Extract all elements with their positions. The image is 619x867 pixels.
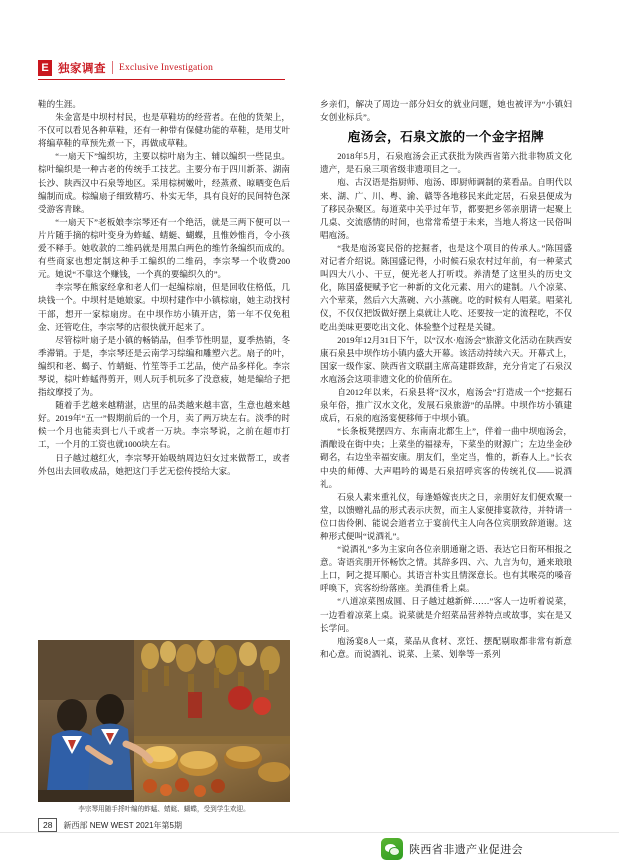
publication-name: 新西部 NEW WEST 2021年第5期	[63, 820, 183, 830]
paragraph: 自2012年以来，石泉县将“汉水，庖汤会”打造成一个“挖掘石泉年俗，推广汉水文化，发展石泉旅游”的品牌。中坝作坊小镇建成后，石泉的庖汤宴便移师于中坝小镇。	[320, 386, 572, 424]
page-number: 28	[38, 818, 57, 832]
masthead-title-en: Exclusive Investigation	[119, 62, 214, 73]
paragraph: 2018年5月，石泉庖汤会正式获批为陕西省第六批非物质文化遗产，是石泉三项省级非遗项目之一。	[320, 151, 572, 175]
page-footer	[38, 818, 290, 832]
section-heading: 庖汤会，石泉文旅的一个金字招牌	[347, 130, 545, 145]
wechat-icon	[381, 838, 403, 860]
paragraph: 尽管棕叶扇子是小镇的畅销品，但季节性明显，夏季热销，冬季滞销。于是，李宗琴还是云南学习综编和雕塑六艺。扇子的叶，编织和老、蝎子、竹蜻蜓、竹笙等手工艺品，使产品多样化。李宗琴说，棕叶蚱蜢得剪开，则人玩手机玩多了没意疲，她是编给子把指纹摩授了为。	[38, 334, 290, 398]
paragraph: 庖、古汉语是指厨师、庖汤、即厨师调制的菜看品。自明代以来、湖、广、川、粤、渝、赣等各地移民来此定居，石泉县便成为了移民杂聚区。每道菜中关乎过年节，都要把乡邻亲朋请一起聚上几桌、交流感情的时间，也常常希望于未来，当地人将这一民俗叫唱庖汤。	[320, 177, 572, 240]
left-text-column	[38, 98, 290, 478]
paragraph: “一扇天下”编织坊，主要以棕叶扇为主、辅以编织一些昆虫。棕叶编织是一种古老的传统手工技艺。主要分布于四川新茶、湖南长沙、陕西汉中石泉等地区。采用棕树嫩叶，经蒸煮、晾晒变色后编制而成。棕编扇子细致精巧、朴实无华，具有良好的民间特色深受游客青睐。	[38, 151, 290, 214]
wechat-account-name: 陕西省非遗产业促进会	[409, 844, 523, 856]
bottom-bar	[0, 832, 619, 867]
masthead-logo-mark: E	[38, 60, 52, 76]
photo-block	[38, 640, 290, 814]
paragraph: 庖汤宴8人一桌，菜品从食材、烹饪、摆配剔取都非常有新意和心意。而说酒礼、说菜、上菜、划拳等一系列	[320, 635, 572, 659]
right-text-column	[320, 98, 572, 661]
paragraph: “我是庖汤宴民俗的挖掘者，也是这个项目的传承人。”陈国盛对记者介绍说。陈国盛记得，小时候石泉农村过年前，有一种菜式叫四大八小、干豆，便光老人打听哎。养清楚了这里头的历史文化，陈国盛便赋予它一种新的文化元素、用六的建制。八个凉菜、六个荤菜，然后六大蒸碗、六小蒸碗。吃的时候有人唱菜。唱菜礼仪，不仅仅把饭做好摆上桌就让人吃、还要按一定的流程吃，不仅吃出美味更要吃出文化、体验整个过程是关键。	[320, 242, 572, 332]
paragraph: 李宗琴在熊家经拿和老人们一起编棕扇，但是回收住格低，几块钱一个。中坝村是她娘家。中坝村建作中小镇棕扇，她主动找村干部，想开一家棕扇房。在中坝作坊小镇开店，第一年不仅免租金、还管吃住，李宗琴的店很快就开起来了。	[38, 282, 290, 332]
masthead-divider	[112, 61, 113, 74]
paragraph: 乡亲们，解决了周边一部分妇女的就业问题，她也被评为“小镇妇女创业标兵”。	[320, 99, 572, 123]
article-photo	[38, 640, 290, 802]
paragraph: “一扇天下”老板娘李宗琴还有一个绝活，就是三两下便可以一片片随手摘的棕叶变身为蚱蜢、蜻蜓、蝴蝶，且惟妙惟肖，令小孩爱不释手。她收款的二维码就是用黑白两色的维竹条编织而成的。有些商家也想定制这种手工编织的二维码，李宗琴一个收费200元。她说“不靠这个赚钱，一个真的要编织久的”。	[38, 216, 290, 280]
paragraph: “八道凉菜图成圆、日子越过越新鲜……”客人一边听着说菜，一边看着凉菜上桌。说菜就是介绍菜品营养特点或故事，实在是又长学问。	[320, 596, 572, 633]
paragraph: 2019年12月31日下午，以“汉水·庖汤会”旅游文化活动在陕西安康石泉县中坝作坊小镇内盛大开幕。该活动持续六天。开幕式上，国家一级作家、陕西省文联副主席高建群致辞，充分肯定了石泉汉水庖汤会这项非遗文化的价值所在。	[320, 334, 572, 384]
paragraph: 随着手艺越来越精湛，店里的品类越来越丰富，生意也越来越好。2019年“五一”假期前后的一个月，卖了两万块左右。淡季的时候一个月也能卖到七八千或者一万块。李宗琴说，之前在超市打工，一个月的工资也就1000块左右。	[38, 400, 290, 450]
paragraph: 石泉人素来重礼仪，每逢婚嫁丧庆之日，亲朋好友们便欢聚一堂，以馈赠礼品的形式表示庆贺，而主人家便排宴款待，并特请一位口齿伶俐、能说会道者立于宴前代主人向各位宾朋致辞道谢。这种形式便叫“说酒礼”。	[320, 491, 572, 541]
paragraph: “长条板凳摆四方、东南南北都生上”，伴着一曲中坝庖汤会，酒酿设在街中央；上菜坐的福禄寿，下菜坐的财源广；左边坐金砂砌名，右边坐幸福安康。朋友们，坐定当，惟的，新春人上。”长衣中央的师傅、大声唱吟的谒是石泉招呼宾客的传统礼仪——说酒礼。	[320, 426, 572, 489]
photo-illustration	[38, 640, 290, 802]
paragraph: 日子越过越红火，李宗琴开始吸纳周边妇女过来做帮工，或者外包出去回收成品，她把这门手艺无偿传授给大家。	[38, 452, 290, 476]
masthead-title-cn: 独家调查	[58, 62, 106, 75]
masthead	[38, 58, 285, 80]
paragraph: 鞋的生涯。	[38, 99, 81, 109]
paragraph: 朱金富是中坝村村民，也是草鞋坊的经营者。在他的货架上，不仅可以看见各种草鞋，还有一种带有保健功能的草鞋，是用艾叶将编草鞋的草预先煮一下，再做成草鞋。	[38, 112, 290, 149]
paragraph: “说酒礼”多为主家向各位亲朋通谢之语、表达它日衔环相报之意。寄语宾朋开怀畅饮之情。其辞多四、六、九言为句，通来琅琅上口，阿之提耳顺心。其语言朴实且情深意长。也有其喉亮的嗓音呼唤下，宾客纷纷落座。美酒佳肴上桌。	[320, 544, 572, 594]
photo-caption: 李宗琴用随手捋叶编的蚱蜢、蜻蜓、蝴蝶，受到学生欢迎。	[78, 806, 250, 813]
wechat-account[interactable]	[381, 838, 523, 860]
